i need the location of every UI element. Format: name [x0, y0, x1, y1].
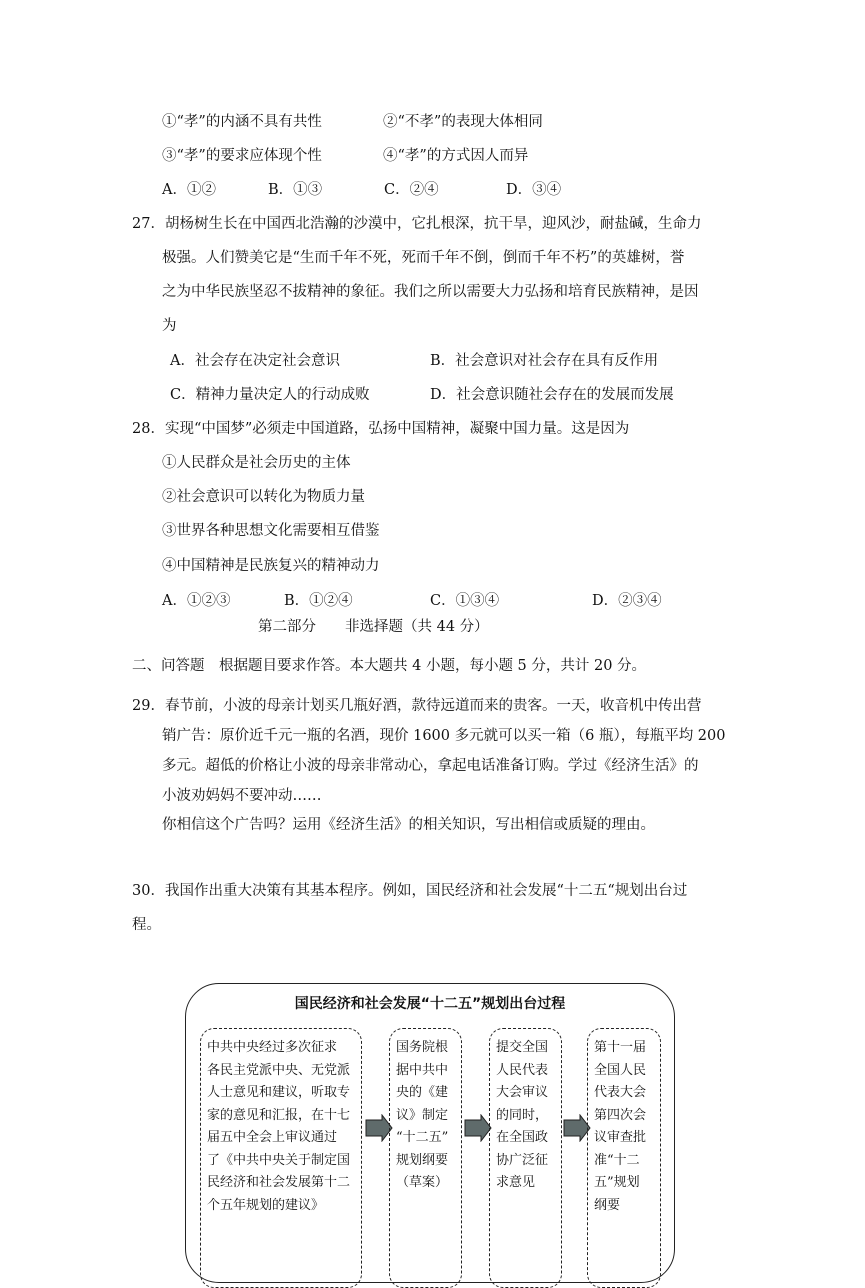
q29-question: 你相信这个广告吗？运用《经济生活》的相关知识，写出相信或质疑的理由。	[162, 817, 655, 833]
q28-choice-b: B．①②④	[284, 593, 353, 609]
q28-item-3: ③世界各种思想文化需要相互借鉴	[162, 523, 380, 539]
q29-line-2: 销广告：原价近千元一瓶的名酒，现价 1600 多元就可以买一箱（6 瓶），每瓶平均 200	[162, 728, 726, 744]
step-2-line: 央的《建	[396, 1085, 449, 1100]
step-2-line: 议》制定	[396, 1107, 449, 1123]
step-2-line: 规划纲要	[396, 1152, 449, 1168]
step-3-line: 在全国政	[496, 1130, 549, 1145]
step-4-line: 议审查批	[594, 1130, 647, 1145]
step-3-line: 协广泛征	[496, 1152, 549, 1168]
q28-item-4: ④中国精神是民族复兴的精神动力	[162, 558, 380, 574]
step-3-line: 人民代表	[496, 1062, 549, 1078]
q27-choice-b: B．社会意识对社会存在具有反作用	[430, 353, 659, 369]
q26-choice-a: A．①②	[162, 182, 216, 198]
step-1-box	[200, 1028, 362, 1288]
q27-choice-c: C．精神力量决定人的行动成败	[170, 387, 370, 403]
q26-option-3: ③“孝”的要求应体现个性	[162, 148, 322, 164]
q28-choice-c: C．①③④	[430, 593, 500, 609]
q30-line-2: 程。	[132, 917, 161, 933]
q28-item-1: ①人民群众是社会历史的主体	[162, 455, 351, 471]
q26-choice-b: B．①③	[268, 182, 323, 198]
step-2-line: 国务院根	[396, 1040, 449, 1055]
step-4-line: 五”规划	[594, 1175, 640, 1190]
q26-option-2: ②“不孝”的表现大体相同	[383, 114, 543, 130]
q26-option-4: ④“孝”的方式因人而异	[383, 148, 529, 164]
section2-heading: 二、问答题 根据题目要求作答。本大题共 4 小题，每小题 5 分，共计 20 分。	[132, 658, 647, 674]
q27-choice-d: D．社会意识随社会存在的发展而发展	[430, 387, 674, 403]
step-2-line: （草案）	[396, 1175, 449, 1190]
step-3-line: 求意见	[496, 1175, 536, 1190]
step-1-line: 了《中共中央关于制定国	[207, 1152, 351, 1168]
step-1-line: 各民主党派中央、无党派	[207, 1062, 351, 1078]
q28-stem: 28．实现“中国梦”必须走中国道路，弘扬中国精神，凝聚中国力量。这是因为	[132, 421, 630, 437]
step-1-line: 个五年规划的建议》	[207, 1197, 325, 1213]
step-4-box	[587, 1028, 661, 1288]
step-3-line: 大会审议	[496, 1085, 549, 1100]
step-1-line: 中共中央经过多次征求	[207, 1040, 338, 1055]
step-1-line: 人士意见和建议，听取专	[207, 1085, 351, 1100]
step-4-line: 全国人民	[594, 1062, 647, 1078]
step-3-box	[489, 1028, 562, 1288]
step-4-line: 纲要	[594, 1197, 621, 1213]
step-4-line: 代表大会	[594, 1085, 647, 1100]
q29-line-1: 29．春节前，小波的母亲计划买几瓶好酒，款待远道而来的贵客。一天，收音机中传出营	[132, 698, 702, 714]
part2-title: 第二部分 非选择题（共 44 分）	[258, 619, 489, 635]
q28-choice-d: D．②③④	[592, 593, 662, 609]
step-4-line: 第十一届	[594, 1040, 647, 1055]
process-diagram	[185, 983, 675, 1283]
step-4-line: 第四次会	[594, 1107, 647, 1123]
q28-item-2: ②社会意识可以转化为物质力量	[162, 489, 365, 505]
step-2-line: “十二五”	[396, 1130, 449, 1145]
q26-option-1: ①“孝”的内涵不具有共性	[162, 114, 322, 130]
diagram-title: 国民经济和社会发展“十二五”规划出台过程	[294, 996, 566, 1012]
step-2-line: 据中共中	[396, 1062, 449, 1078]
q27-stem-line-1: 27．胡杨树生长在中国西北浩瀚的沙漠中，它扎根深，抗干旱，迎风沙，耐盐碱，生命力	[132, 216, 702, 232]
q26-choice-c: C．②④	[384, 182, 439, 198]
q27-stem-line-4: 为	[162, 318, 177, 334]
step-3-line: 的同时，	[496, 1107, 549, 1123]
step-2-box	[389, 1028, 462, 1288]
q28-choice-a: A．①②③	[162, 593, 231, 609]
q29-line-3: 多元。超低的价格让小波的母亲非常动心，拿起电话准备订购。学过《经济生活》的	[162, 758, 699, 774]
q30-line-1: 30．我国作出重大决策有其基本程序。例如，国民经济和社会发展“十二五“规划出台过	[132, 883, 688, 899]
step-1-line: 家的意见和汇报，在十七	[207, 1107, 351, 1123]
q27-stem-line-3: 之为中华民族坚忍不拔精神的象征。我们之所以需要大力弘扬和培育民族精神，是因	[162, 284, 699, 300]
step-1-line: 届五中全会上审议通过	[207, 1130, 338, 1145]
q27-stem-line-2: 极强。人们赞美它是“生而千年不死，死而千年不倒，倒而千年不朽”的英雄树，誉	[162, 250, 685, 266]
step-4-line: 准“十二	[594, 1152, 640, 1168]
q29-line-4: 小波劝妈妈不要冲动……	[162, 788, 322, 804]
step-1-line: 民经济和社会发展第十二	[207, 1175, 351, 1190]
q26-choice-d: D．③④	[506, 182, 562, 198]
step-3-line: 提交全国	[496, 1040, 549, 1055]
q27-choice-a: A．社会存在决定社会意识	[170, 353, 340, 369]
